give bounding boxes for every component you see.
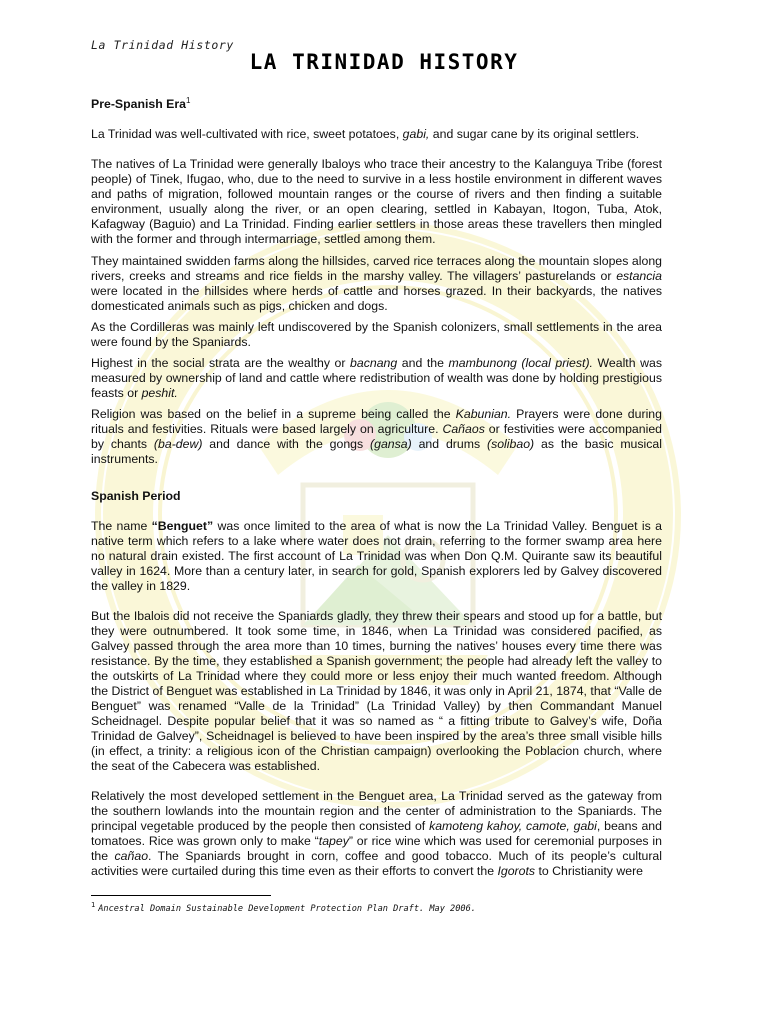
paragraph-ibalois-resistance: But the Ibalois did not receive the Spaniards gladly, they threw their spears and stood up for a battle, but they were outnumbered. It took some time, in 1846, when La Trinidad was considered pacified, as Galvey passed through the area more than 10 times, burning the natives’ houses every time there was resistance. By the time, they established a Spanish government; the people had already left the valley to the outskirts of La Trinidad where they could more or less enjoy their much wanted freedom. Although the District of Benguet was established in La Trinidad by 1846, it was only in April 21, 1874, that “Valle de Benguet” was renamed “Valle de la Trinidad” (La Trinidad Valley) by then Commandant Manuel Scheidnagel. Despite popular belief that it was so named as “ a fitting tribute to Galvey’s wife, Doña Trinidad de Galvey”, Scheidnagel is believed to have been inspired by the area’s three small visible hills (in effect, a trinity: a religious icon of the Christian campaign) overlooking the Poblacion church, where the seat of the Cabecera was established. — [91, 609, 662, 774]
text: La Trinidad was well-cultivated with rice, sweet potatoes, — [91, 127, 403, 142]
text: were located in the hillsides where herds of cattle and horses grazed. In their backyards, the natives domesticated animals such as pigs, chicken and dogs. — [91, 284, 662, 314]
footnote-number: 1 — [91, 901, 96, 909]
text: They maintained swidden farms along the hillsides, carved rice terraces along the mountain slopes along rivers, creeks and streams and rice fields in the marshy valley. The villagers’ pasturelands or — [91, 254, 662, 284]
term-badew: (ba-dew) — [153, 437, 203, 452]
term-gansa: (gansa) — [370, 437, 412, 452]
text: and the — [397, 356, 449, 371]
text: and sugar cane by its original settlers. — [429, 127, 640, 142]
text: , beans and tomatoes. Rice was grown only to make “ — [91, 819, 662, 849]
paragraph-religion — [91, 407, 662, 467]
page-title: LA TRINIDAD HISTORY — [249, 50, 519, 74]
text: Wealth was measured by ownership of land and cattle where redistribution of wealth was done by holding prestigious feasts or — [91, 356, 662, 401]
heading-pre-spanish-text: Pre-Spanish Era — [91, 97, 186, 112]
text: ” or rice wine which was used for ceremonial purposes in the — [91, 834, 662, 864]
running-header: La Trinidad History — [91, 38, 234, 52]
term-solibao: (solibao) — [486, 437, 535, 452]
text: Highest in the social strata are the wealthy or — [91, 356, 351, 371]
term-canao: cañao — [114, 849, 149, 864]
paragraph-cordilleras: As the Cordilleras was mainly left undiscovered by the Spanish colonizers, small settlements in the area were found by the Spaniards. — [91, 320, 662, 350]
text: to Christianity were — [535, 864, 644, 879]
paragraph-ibaloys: The natives of La Trinidad were generally Ibaloys who trace their ancestry to the Kalanguya Tribe (forest people) of Tinek, Ifugao, who, due to the need to survive in a less hostile environment in different waves and paths of migration, followed mountain ranges or the course of rivers and then finding a suitable environment, usually along the river, or an open clearing, settled in Kabayan, Itogon, Tuba, Atok, Kafagway (Baguio) and La Trinidad. Finding earlier settlers in those areas these travellers then mingled with the former and through intermarriage, settled among them. — [91, 157, 662, 247]
term-mambunong: mambunong (local priest). — [448, 356, 593, 371]
footnote-ref: 1 — [186, 96, 191, 105]
term-canaos: Cañaos — [442, 422, 485, 437]
term-crops: kamoteng kahoy, camote, gabi — [429, 819, 597, 834]
heading-pre-spanish — [91, 93, 662, 112]
text: or festivities were accompanied by chants — [91, 422, 662, 452]
term-tapey: tapey — [318, 834, 349, 849]
term-peshit: peshit. — [141, 386, 178, 401]
text: as the basic musical instruments. — [91, 437, 662, 467]
term-bacnang: bacnang — [350, 356, 398, 371]
footnote — [91, 901, 476, 914]
document-body — [91, 90, 662, 879]
footnote-divider — [91, 895, 271, 896]
paragraph-swidden — [91, 254, 662, 314]
term-estancia: estancia — [616, 269, 662, 284]
text: . The Spaniards brought in corn, coffee and good tobacco. Much of its people’s cultural activities were curtailed during this time even as their efforts to convert the — [91, 849, 662, 879]
paragraph-benguet-name — [91, 519, 662, 594]
text: Relatively the most developed settlement in the Benguet area, La Trinidad served as the gateway from the southern lowlands into the mountain region and the center of administration to the Spaniards. The principal vegetable produced by the people then consisted of — [91, 789, 662, 834]
text: and dance with the gongs — [202, 437, 371, 452]
term-gabi: gabi, — [402, 127, 430, 142]
term-igorots: Igorots — [497, 864, 536, 879]
text: The name — [91, 519, 152, 534]
text: and drums — [411, 437, 487, 452]
paragraph-social-strata — [91, 356, 662, 401]
paragraph-crops — [91, 127, 662, 142]
text: Religion was based on the belief in a supreme being called the — [91, 407, 456, 422]
paragraph-gateway — [91, 789, 662, 879]
text: was once limited to the area of what is now the La Trinidad Valley. Benguet is a native term which refers to a lake where water does not drain, referring to the former swamp area here no natural drain existed. The first account of La Trinidad was when Don Q.M. Quirante saw its beautiful valley in 1624. More than a century later, in search for gold, Spanish explorers led by Galvey discovered the valley in 1829. — [91, 519, 662, 594]
footnote-text: Ancestral Domain Sustainable Development Protection Plan Draft. May 2006. — [98, 903, 476, 914]
text: Prayers were done during rituals and festivities. Rituals were based largely on agriculture. — [91, 407, 662, 437]
term-kabunian: Kabunian. — [455, 407, 512, 422]
heading-spanish-period: Spanish Period — [91, 489, 181, 504]
term-benguet: “Benguet” — [151, 519, 214, 534]
